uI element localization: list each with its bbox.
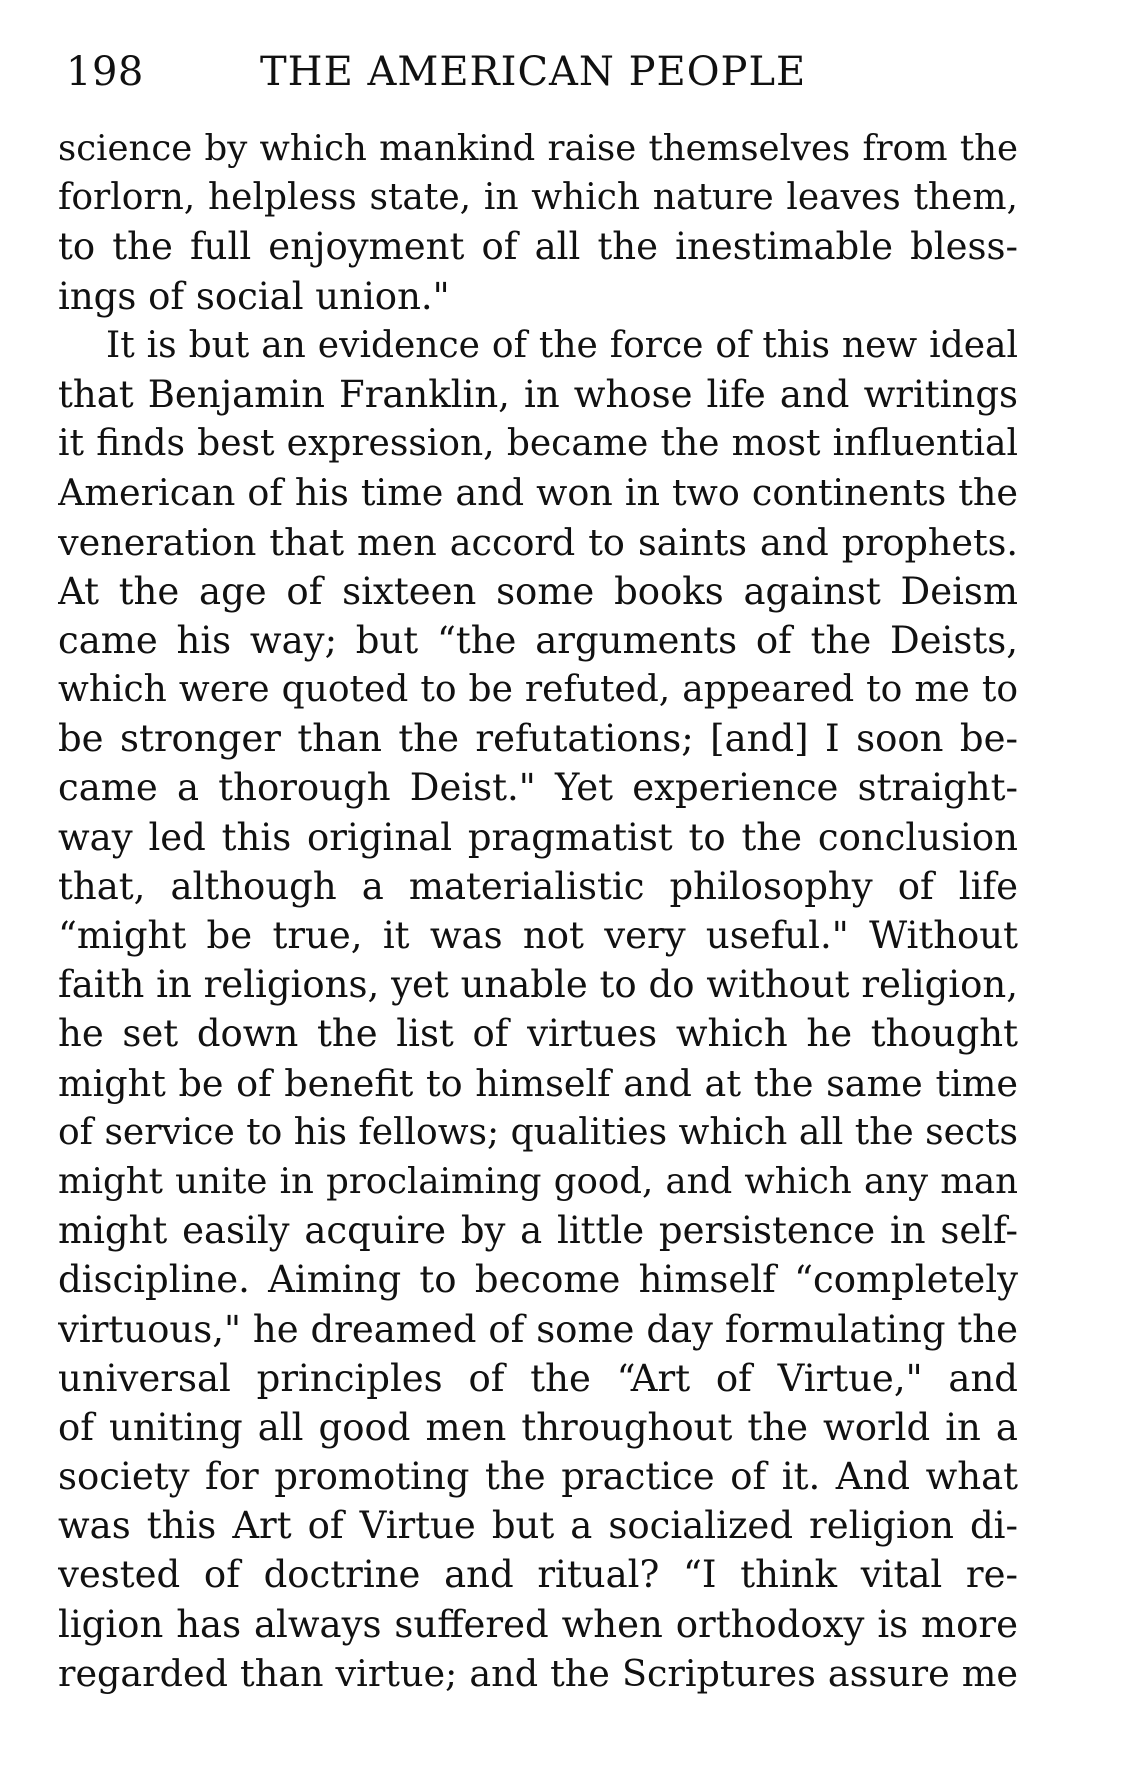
text-line: virtuous," he dreamed of some day formulating the [58,1307,1018,1351]
text-line: society for promoting the practice of it. And what [58,1455,1018,1499]
paragraph-first-line: It is but an evidence of the force of this new ideal [106,324,1018,366]
text-line: be stronger than the refutations; [and] I soon be- [58,717,1018,761]
text-line: American of his time and won in two continents the [58,471,1018,515]
text-line: “might be true, it was not very useful." Without [58,914,1018,957]
text-line: science by which mankind raise themselves from the [58,128,1018,169]
text-line: faith in religions, yet unable to do without religion, [58,963,1018,1007]
text-line: veneration that men accord to saints and prophets. [58,520,1018,564]
text-line: to the full enjoyment of all the inestimable bless- [58,225,1018,269]
text-line: universal principles of the “Art of Virtue," and [58,1356,1018,1400]
text-line: of uniting all good men throughout the world in a [58,1405,1018,1449]
text-line: might easily acquire by a little persistence in self- [58,1209,1018,1253]
text-line: came his way; but “the arguments of the Deists, [58,618,1018,662]
text-line: came a thorough Deist." Yet experience straight- [58,766,1018,810]
running-title: THE AMERICAN PEOPLE [260,49,807,95]
text-line: might be of benefit to himself and at the same time [58,1061,1018,1105]
text-line: vested of doctrine and ritual? “I think vital re- [58,1553,1018,1597]
text-line: At the age of sixteen some books against Deism [58,569,1018,613]
text-line: ings of social union." [58,274,450,318]
page-number: 198 [66,49,144,95]
text-line: forlorn, helpless state, in which nature leaves them, [58,177,1018,219]
running-head [66,42,1026,102]
text-line: which were quoted to be refuted, appeared to me to [58,669,1018,711]
text-line: that Benjamin Franklin, in whose life and writings [58,372,1018,416]
text-line: might unite in proclaiming good, and which any man [58,1160,1018,1202]
text-line: of service to his fellows; qualities which all the sects [58,1111,1018,1153]
text-line: that, although a materialistic philosophy of life [58,864,1018,908]
text-line: way led this original pragmatist to the conclusion [58,815,1018,859]
text-line: he set down the list of virtues which he thought [58,1012,1018,1056]
text-line: was this Art of Virtue but a socialized religion di- [58,1504,1018,1548]
body-text [58,124,1018,1698]
text-line: it finds best expression, became the most influential [58,423,1018,465]
text-line: discipline. Aiming to become himself “completely [58,1258,1018,1302]
text-line: regarded than virtue; and the Scriptures assure me [58,1651,1018,1695]
text-line: ligion has always suffered when orthodoxy is more [58,1602,1018,1646]
